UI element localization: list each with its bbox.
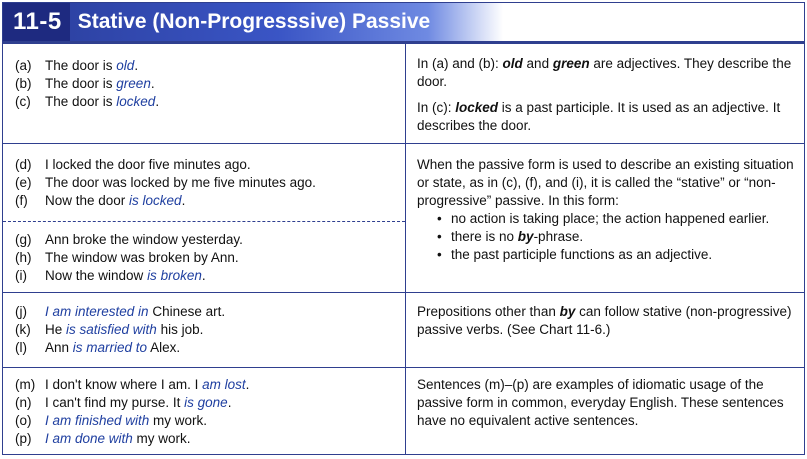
chart-title: Stative (Non-Progresssive) Passive xyxy=(77,10,431,33)
example-line: (d) I locked the door five minutes ago. xyxy=(15,157,251,172)
dashed-divider xyxy=(3,221,405,222)
example-line: (p) I am done with my work. xyxy=(15,431,191,446)
note-idiomatic xyxy=(417,376,797,430)
bullet-item: • no action is taking place; the action happened earlier. xyxy=(441,210,797,228)
row-divider xyxy=(3,367,804,368)
example-line: (m) I don't know where I am. I am lost. xyxy=(15,377,250,392)
example-line: (i) Now the window is broken. xyxy=(15,268,206,283)
examples-j-l xyxy=(15,303,225,357)
note-stative xyxy=(417,156,797,264)
example-line: (l) Ann is married to Alex. xyxy=(15,340,181,355)
column-divider xyxy=(405,44,406,454)
note-adjectives xyxy=(417,55,797,135)
note-prepositions xyxy=(417,303,797,339)
top-rule xyxy=(3,41,804,44)
chart-banner xyxy=(3,3,503,41)
row-divider xyxy=(3,292,804,293)
example-line: (e) The door was locked by me five minutes ago. xyxy=(15,175,316,190)
example-line: (o) I am finished with my work. xyxy=(15,413,208,428)
note-paragraph: In (a) and (b): old and green are adjectives. They describe the door. xyxy=(417,56,792,89)
examples-d-f xyxy=(15,156,316,210)
examples-g-i xyxy=(15,231,243,285)
examples-m-p xyxy=(15,376,249,448)
example-line: (a) The door is old. xyxy=(15,58,139,73)
bullet-item: • there is no by-phrase. xyxy=(441,228,797,246)
example-line: (h) The window was broken by Ann. xyxy=(15,250,239,265)
example-line: (k) He is satisfied with his job. xyxy=(15,322,204,337)
example-line: (c) The door is locked. xyxy=(15,94,160,109)
example-line: (j) I am interested in Chinese art. xyxy=(15,304,226,319)
note-paragraph: Prepositions other than by can follow stative (non-progressive) passive verbs. (See Chart 11-6.) xyxy=(417,304,792,337)
chart-number: 11-5 xyxy=(3,3,70,41)
example-line: (b) The door is green. xyxy=(15,76,155,91)
grammar-chart xyxy=(2,2,805,455)
example-line: (n) I can't find my purse. It is gone. xyxy=(15,395,232,410)
note-paragraph: When the passive form is used to describe an existing situation or state, as in (c), (f), and (i), it is called the “stative” or “non-progressive” passive. In this form: xyxy=(417,157,794,208)
note-bullet-list xyxy=(417,210,797,264)
example-line: (g) Ann broke the window yesterday. xyxy=(15,232,243,247)
bullet-item: • the past participle functions as an adjective. xyxy=(441,246,797,264)
example-line: (f) Now the door is locked. xyxy=(15,193,186,208)
examples-a-c xyxy=(15,57,159,111)
note-paragraph: Sentences (m)–(p) are examples of idiomatic usage of the passive form in common, everyday English. These sentences have no equivalent active sentences. xyxy=(417,377,784,428)
row-divider xyxy=(3,143,804,144)
note-paragraph: In (c): locked is a past participle. It is used as an adjective. It describes the door. xyxy=(417,100,781,133)
